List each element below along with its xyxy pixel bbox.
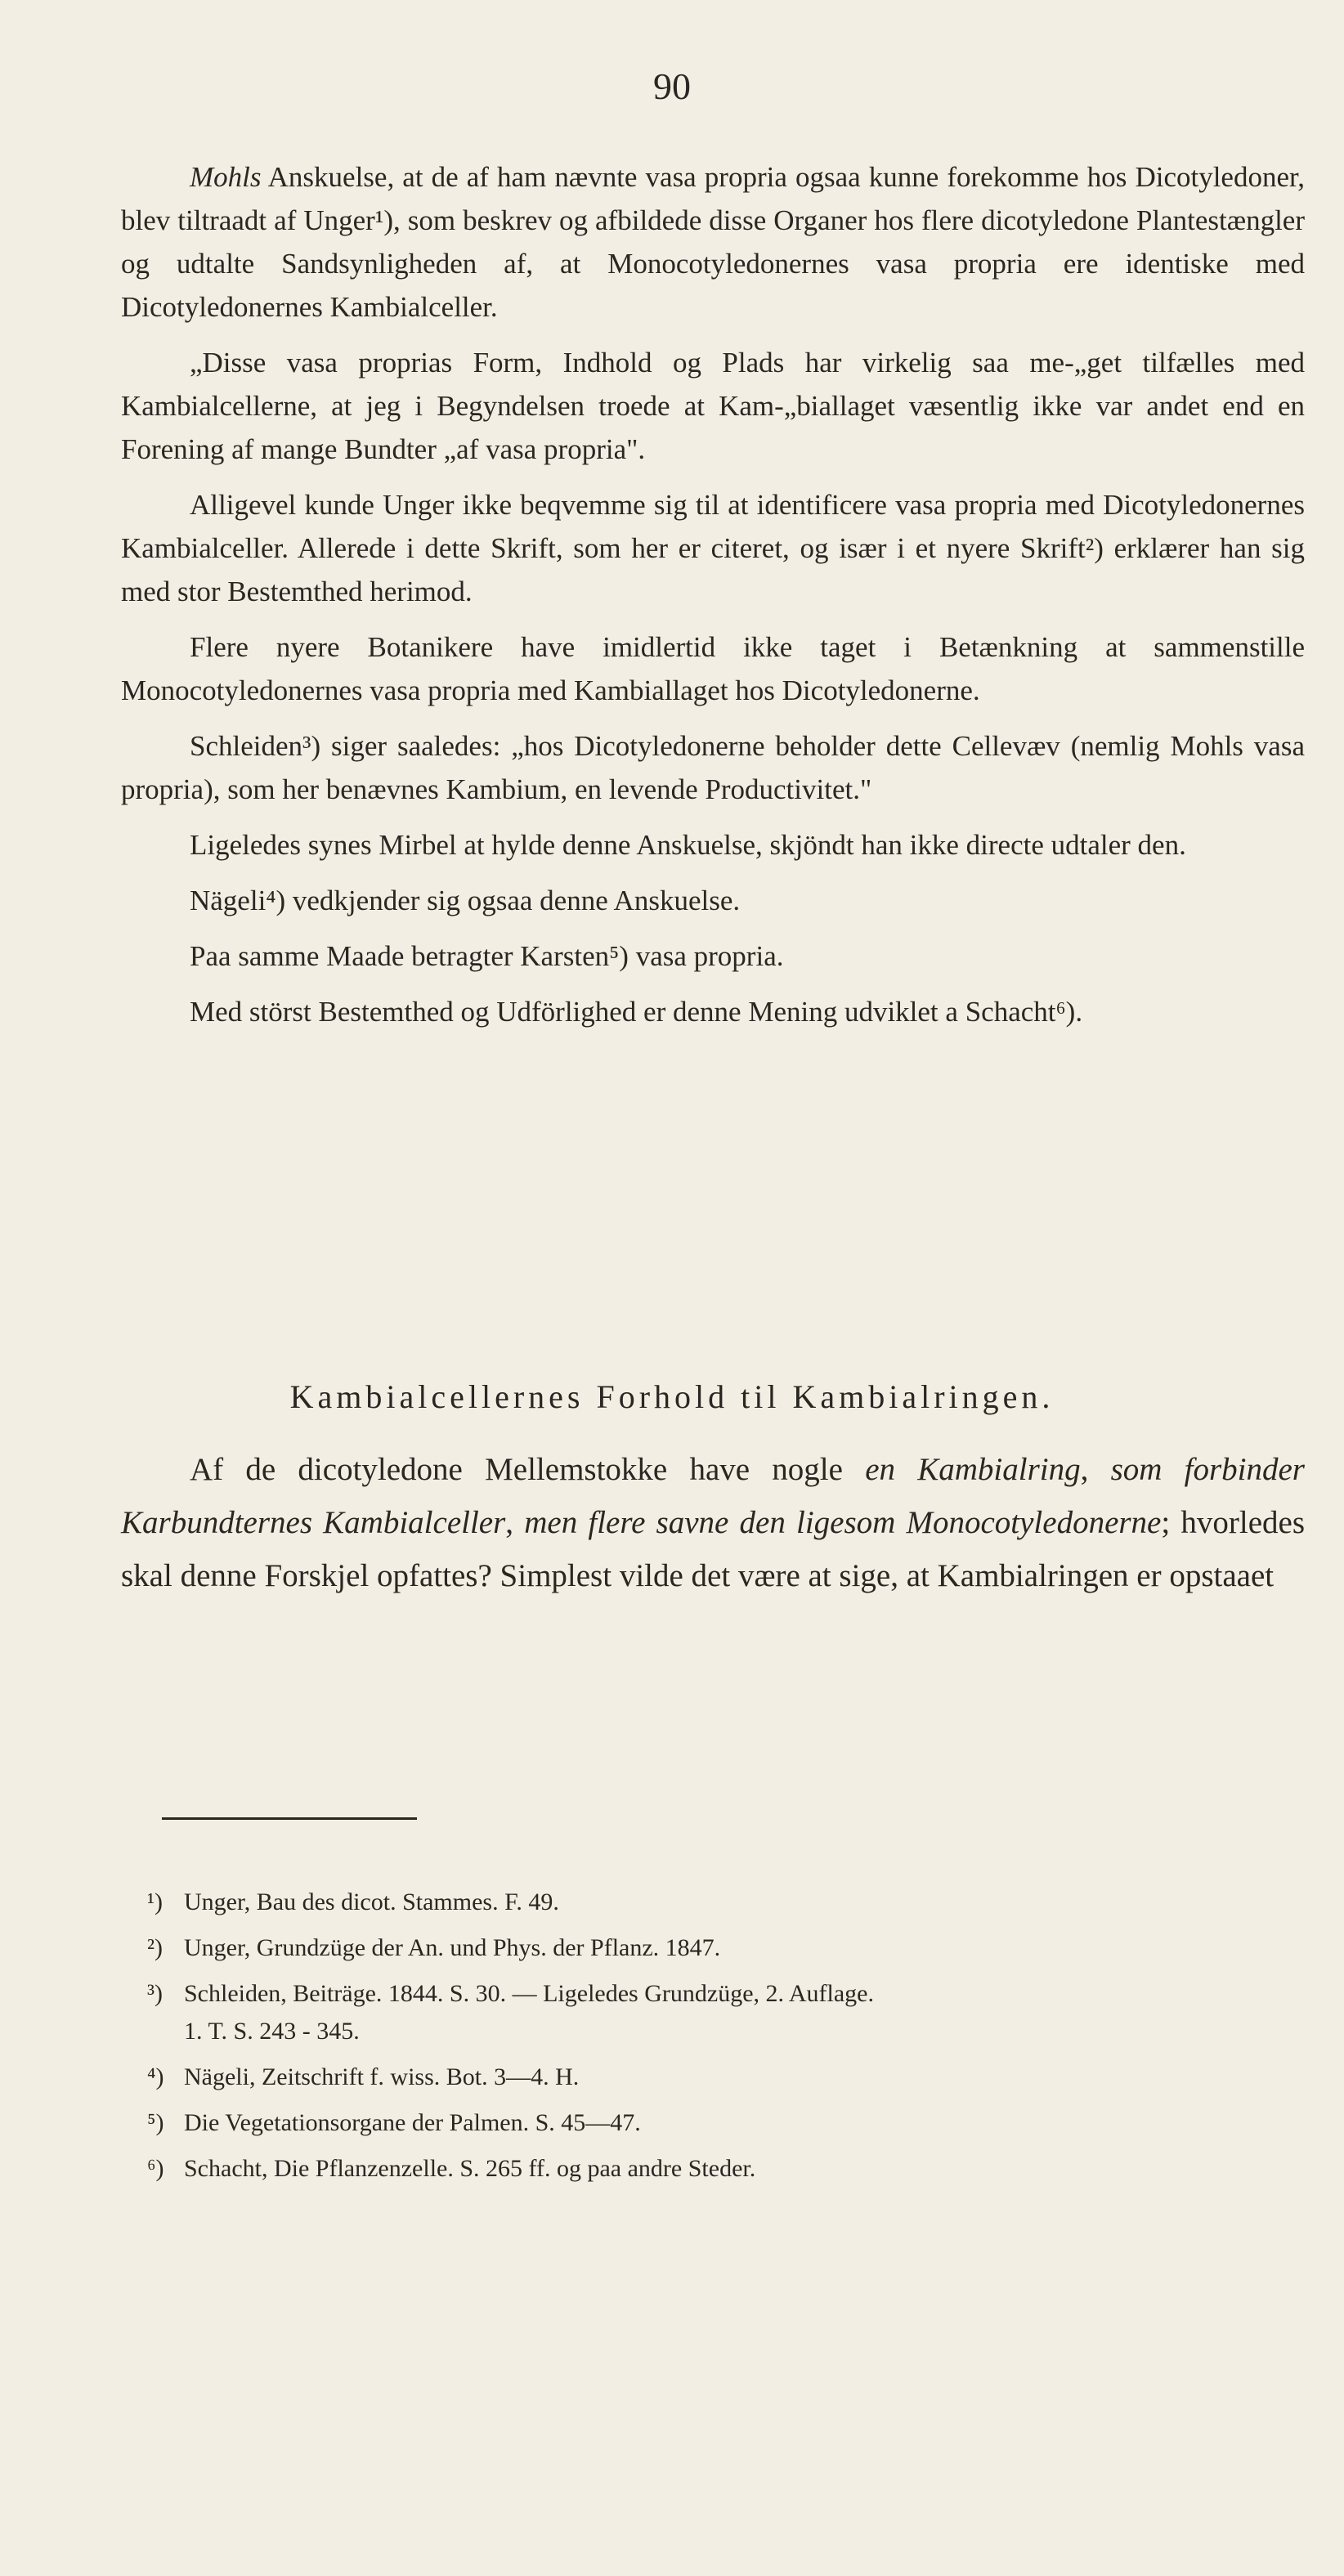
section-body-text — [121, 1443, 1305, 1602]
footnote-4-text: Nägeli, Zeitschrift f. wiss. Bot. 3—4. H. — [184, 2063, 580, 2090]
paragraph-8-karsten: Paa samme Maade betragter Karsten⁵) vasa propria. — [190, 940, 784, 972]
footnote-1-number: ¹) — [147, 1888, 163, 1915]
footnote-5-text: Die Vegetationsorgane der Palmen. S. 45—47. — [184, 2109, 641, 2136]
footnote-6-number: ⁶) — [147, 2155, 164, 2182]
footnote-1 — [147, 1884, 1284, 1921]
section-paragraph — [121, 1443, 1305, 1602]
footnote-5-number: ⁵) — [147, 2109, 164, 2136]
section-text-segment-3: , — [1080, 1452, 1111, 1487]
footnote-6-text: Schacht, Die Pflanzenzelle. S. 265 ff. og paa andre Steder. — [184, 2155, 756, 2182]
paragraph-5-schleiden: Schleiden³) siger saaledes: „hos Dicotyledonerne beholder dette Cellevæv (nemlig Mohls vasa propria), som her benævnes Kambium, en levende Productivitet." — [121, 730, 1305, 805]
section-heading: Kambialcellernes Forhold til Kambialringen. — [289, 1378, 1055, 1415]
footnote-1-text: Unger, Bau des dicot. Stammes. F. 49. — [184, 1888, 559, 1915]
paragraph-1 — [121, 155, 1305, 329]
paragraph-3: Alligevel kunde Unger ikke beqvemme sig til at identificere vasa propria med Dicotyledonernes Kambialceller. Allerede i dette Skrift, som her er citeret, og især i et nyere Skrift²) erklærer han sig med stor Bestemthed herimod. — [121, 489, 1305, 607]
section-text-segment-4: som forbinder Karbundternes Kambialceller — [121, 1452, 1305, 1540]
paragraph-6-mirbel: Ligeledes synes Mirbel at hylde denne Anskuelse, skjöndt han ikke directe udtaler den. — [190, 829, 1186, 861]
paragraph-1-text: Anskuelse, at de af ham nævnte vasa propria ogsaa kunne forekomme hos Dicotyledoner, blev tiltraadt af Unger¹), som beskrev og afbildede disse Organer hos flere dicotyledone Plantestængler og udtalte Sandsynligheden af, at Monocotyledonernes vasa propria ere identiske med Dicotyledonernes Kambialceller. — [121, 161, 1305, 323]
footnotes — [147, 1884, 1284, 2196]
footnote-3-number: ³) — [147, 1980, 163, 2007]
footnote-4 — [147, 2059, 1284, 2096]
footnote-2-text: Unger, Grundzüge der An. und Phys. der Pflanz. 1847. — [184, 1934, 721, 1961]
paragraph-1-lead-word: Mohls — [190, 161, 262, 193]
footnote-3-text: Schleiden, Beiträge. 1844. S. 30. — Ligeledes Grundzüge, 2. Auflage. — [184, 1980, 874, 2007]
paragraph-9-schacht: Med störst Bestemthed og Udförlighed er denne Mening udviklet a Schacht⁶). — [190, 996, 1083, 1028]
footnote-separator-rule — [162, 1817, 417, 1820]
main-body-text — [121, 155, 1305, 1033]
footnote-4-number: ⁴) — [147, 2063, 164, 2090]
footnote-5 — [147, 2104, 1284, 2142]
page-number: 90 — [653, 65, 691, 107]
paragraph-2-quotation: „Disse vasa proprias Form, Indhold og Plads har virkelig saa me-„get tilfælles med Kambialcellerne, at jeg i Begyndelsen troede at Kam-„biallaget væsentlig ikke var andet end en Forening af mange Bundter „af vasa propria". — [121, 347, 1305, 465]
footnote-2 — [147, 1929, 1284, 1967]
footnote-2-number: ²) — [147, 1934, 163, 1961]
section-text-segment-1: Af de dicotyledone Mellemstokke have nogle — [190, 1452, 866, 1487]
section-text-segment-6: men flere savne den ligesom Monocotyledonerne — [524, 1505, 1162, 1540]
footnote-3 — [147, 1975, 1284, 2050]
section-text-segment-2: en Kambialring — [865, 1452, 1081, 1487]
section-text-segment-7: ; hvorledes skal denne Forskjel opfattes? Simplest vilde det være at sige, at Kambialringen er opstaaet — [121, 1505, 1305, 1593]
footnote-3-continuation: 1. T. S. 243 - 345. — [184, 2018, 360, 2045]
paragraph-4: Flere nyere Botanikere have imidlertid ikke taget i Betænkning at sammenstille Monocotyledonernes vasa propria med Kambiallaget hos Dicotyledonerne. — [121, 631, 1305, 706]
section-text-segment-5: , — [505, 1505, 525, 1540]
paragraph-7-nageli: Nägeli⁴) vedkjender sig ogsaa denne Anskuelse. — [190, 885, 741, 916]
footnote-6 — [147, 2150, 1284, 2188]
